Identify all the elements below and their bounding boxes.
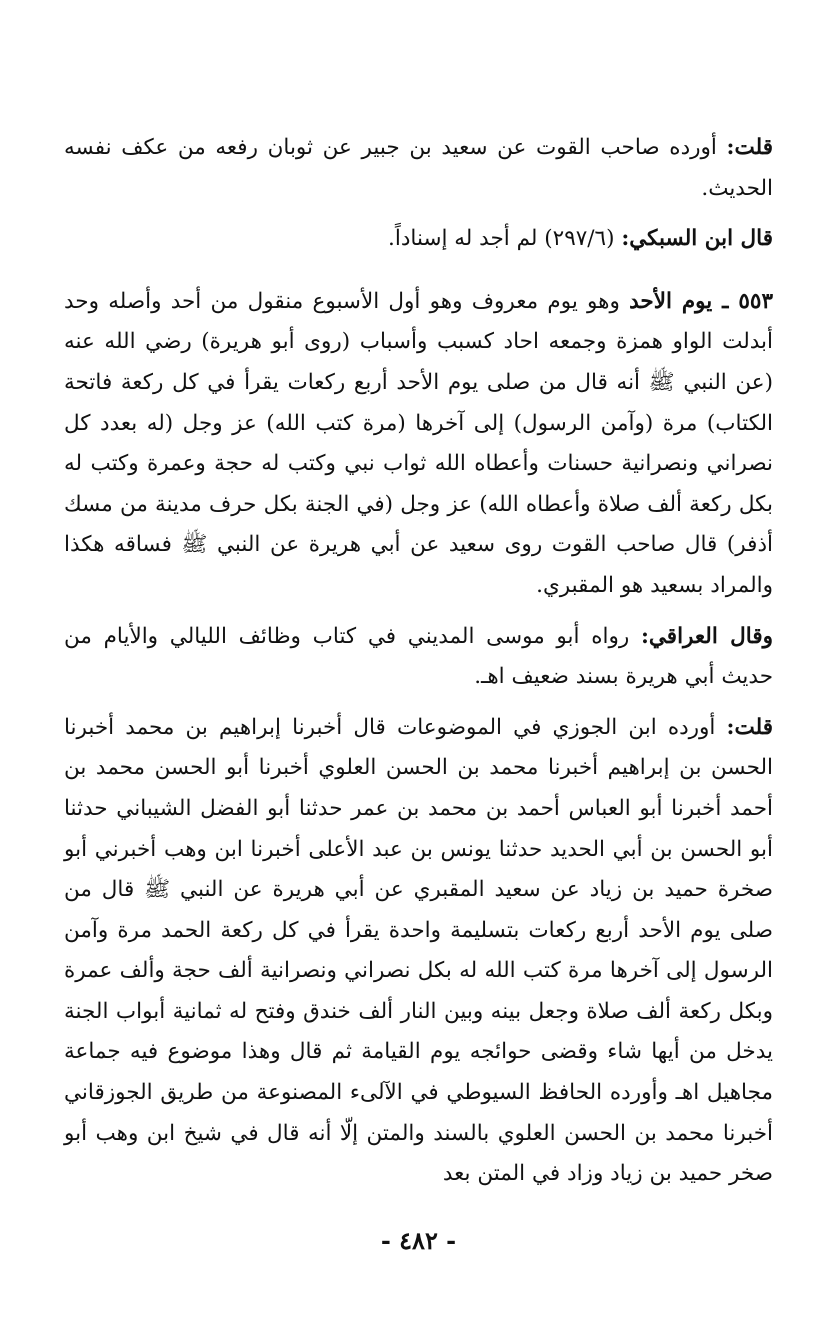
paragraph-2 xyxy=(64,219,773,260)
entry-553 xyxy=(64,282,773,607)
paragraph-iraqi xyxy=(64,617,773,698)
entry-553-text: وهو يوم معروف وهو أول الأسبوع منقول من أحد وأصله وحد أبدلت الواو همزة وجمعه احاد كسبب وأسباب (روى أبو هريرة) رضي الله عنه (عن النبي ﷺ أنه قال من صلى يوم الأحد أربع ركعات يقرأ في كل ركعة فاتحة الكتاب) مرة (وآمن الرسول) إلى آخرها (مرة كتب الله) عز وجل (له بعدد كل نصراني ونصرانية حسنات وأعطاه الله ثواب نبي وكتب له حجة وعمرة وكتب له بكل ركعة ألف صلاة وأعطاه الله) عز وجل (في الجنة بكل حرف مدينة من مسك أذفر) قال صاحب القوت روى سعيد عن أبي هريرة عن النبي ﷺ فساقه هكذا والمراد بسعيد هو المقبري. xyxy=(64,288,773,598)
paragraph-iraqi-text: رواه أبو موسى المديني في كتاب وظائف الليالي والأيام من حديث أبي هريرة بسند ضعيف اهـ. xyxy=(64,623,773,690)
paragraph-iraqi-lead: وقال العراقي: xyxy=(640,623,774,649)
page-number: - ٤٨٢ - xyxy=(380,1226,457,1255)
paragraph-commentary-text: أورده ابن الجوزي في الموضوعات قال أخبرنا إبراهيم بن محمد أخبرنا الحسن بن إبراهيم أخبرنا محمد بن الحسن العلوي أخبرنا أبو الحسن محمد بن أحمد أخبرنا أبو العباس أحمد بن محمد بن عمر حدثنا أبو الفضل الشيباني حدثنا أبو الحسن بن أبي الحديد حدثنا يونس بن عبد الأعلى أخبرنا ابن وهب أخبرني أبو صخرة حميد بن زياد عن سعيد المقبري عن أبي هريرة عن النبي ﷺ قال من صلى يوم الأحد أربع ركعات بتسليمة واحدة يقرأ في كل ركعة الحمد مرة وآمن الرسول إلى آخرها مرة كتب الله له بكل نصراني ونصرانية ألف حجة وألف عمرة وبكل ركعة ألف صلاة وجعل بينه وبين النار ألف خندق وفتح له ثمانية أبواب الجنة يدخل من أيها شاء وقضى حوائجه يوم القيامة ثم قال وهذا موضوع فيه جماعة مجاهيل اهـ وأورده الحافظ السيوطي في الآلىء المصنوعة من طريق الجوزقاني أخبرنا محمد بن الحسن العلوي بالسند والمتن إلّا أنه قال في شيخ ابن وهب أبو صخر حميد بن زياد وزاد في المتن بعد xyxy=(64,714,773,1187)
page-body xyxy=(64,128,773,1331)
paragraph-1-lead: قلت: xyxy=(726,135,773,160)
paragraph-commentary xyxy=(64,708,773,1195)
paragraph-1-text: أورده صاحب القوت عن سعيد بن جبير عن ثوبان رفعه من عكف نفسه الحديث. xyxy=(64,135,773,201)
entry-553-heading: ٥٥٣ ـ يوم الأحد xyxy=(629,288,774,314)
paragraph-2-lead: قال ابن السبكي: xyxy=(621,226,773,252)
paragraph-commentary-lead: قلت: xyxy=(726,714,773,740)
paragraph-1 xyxy=(64,128,773,209)
paragraph-2-text: (٢٩٧/٦) لم أجد له إسناداً. xyxy=(388,226,622,252)
